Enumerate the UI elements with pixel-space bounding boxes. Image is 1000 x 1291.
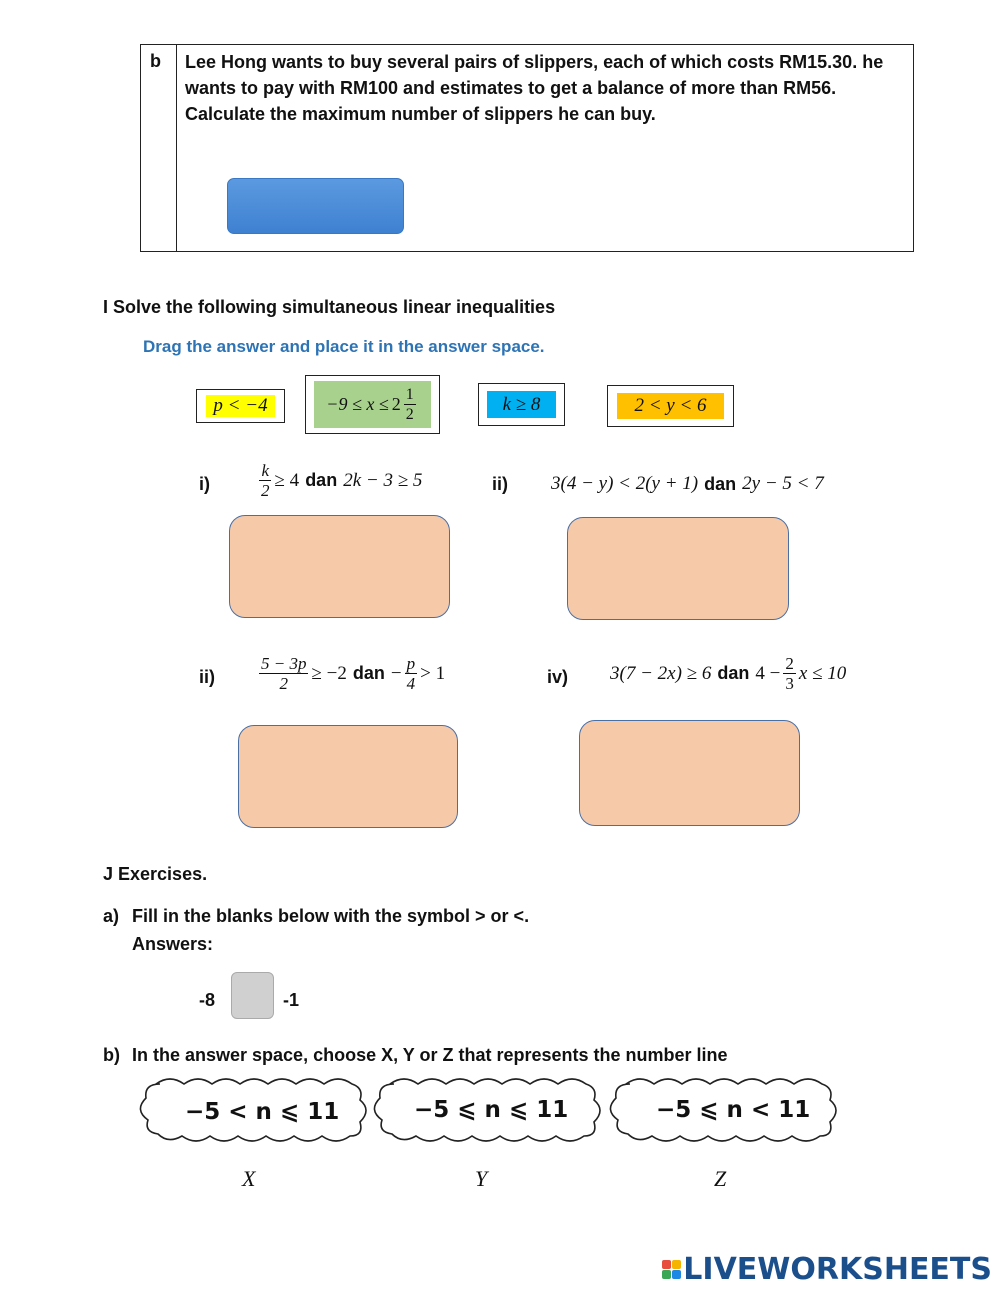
q4-part2-rest: x ≤ 10 bbox=[798, 662, 847, 684]
question-i-expression bbox=[256, 461, 422, 500]
answer-box-i[interactable] bbox=[229, 515, 450, 618]
q1-frac-den: 2 bbox=[261, 481, 270, 500]
label-z: Z bbox=[714, 1166, 727, 1191]
q4-dan: dan bbox=[717, 663, 750, 683]
q3-frac-num: 5 − 3p bbox=[261, 654, 307, 673]
label-x: X bbox=[242, 1166, 256, 1191]
q3-part2-rest: > 1 bbox=[420, 662, 446, 684]
section-j-heading: J Exercises. bbox=[103, 864, 208, 884]
question-iii-label: ii) bbox=[199, 667, 215, 687]
q4-frac-den: 3 bbox=[785, 674, 794, 693]
chip-x-whole: 2 bbox=[391, 394, 401, 414]
question-b-text: Lee Hong wants to buy several pairs of slippers, each of which costs RM15.30. he wants to pay with RM100 and estimates to get a balance of more than RM56. Calculate the maximum number of slippers he can buy. bbox=[185, 52, 884, 124]
part-a-label: a) bbox=[103, 906, 120, 926]
question-b-answer-input[interactable] bbox=[227, 178, 404, 234]
q4-part2-pre: 4 − bbox=[755, 662, 781, 684]
part-b-label: b) bbox=[103, 1045, 120, 1065]
table-divider bbox=[176, 45, 177, 251]
answer-box-ii[interactable] bbox=[567, 517, 789, 620]
question-ii-label: ii) bbox=[492, 474, 508, 494]
symbol-answer-input[interactable] bbox=[231, 972, 274, 1019]
q2-part2: 2y − 5 < 7 bbox=[742, 473, 824, 494]
question-iii-expression bbox=[256, 654, 445, 693]
logo-blocks-icon bbox=[662, 1260, 681, 1279]
section-i-heading: I Solve the following simultaneous linear inequalities bbox=[103, 297, 556, 317]
answer-chip-x[interactable] bbox=[305, 375, 440, 434]
answer-box-iii[interactable] bbox=[238, 725, 458, 828]
right-value: -1 bbox=[283, 990, 300, 1010]
q4-frac-num: 2 bbox=[785, 654, 794, 673]
answer-chip-p[interactable] bbox=[196, 389, 285, 423]
chip-x-num: 1 bbox=[405, 386, 414, 403]
chip-p-label: p < −4 bbox=[206, 395, 275, 417]
question-letter: b bbox=[150, 51, 161, 71]
q1-dan: dan bbox=[305, 470, 338, 490]
q1-part1-rest: ≥ 4 bbox=[274, 469, 300, 491]
logo-text: LIVEWORKSHEETS bbox=[683, 1252, 992, 1287]
answer-box-iv[interactable] bbox=[579, 720, 800, 826]
q3-part2-pre: − bbox=[390, 662, 402, 684]
answer-chip-k[interactable] bbox=[478, 383, 565, 426]
q2-part1: 3(4 − y) < 2(y + 1) bbox=[551, 473, 699, 494]
cloud-z-text: −5 ⩽ n < 11 bbox=[656, 1097, 811, 1123]
chip-x-expression: −9 ≤ x ≤ 2 $\frac{1}{2}$ bbox=[314, 381, 431, 428]
left-value: -8 bbox=[199, 990, 216, 1010]
answers-label: Answers: bbox=[132, 934, 214, 954]
chip-x-den: 2 bbox=[405, 406, 414, 423]
q2-dan: dan bbox=[704, 473, 737, 494]
chip-k-label: k ≥ 8 bbox=[487, 391, 556, 418]
liveworksheets-logo bbox=[662, 1252, 992, 1287]
answer-chip-y[interactable] bbox=[607, 385, 734, 427]
q4-part1: 3(7 − 2x) ≥ 6 bbox=[610, 662, 712, 684]
q3-dan: dan bbox=[352, 663, 385, 683]
label-y: Y bbox=[475, 1166, 488, 1191]
question-iv-expression bbox=[610, 654, 846, 693]
q3-frac-den: 2 bbox=[279, 674, 288, 693]
question-iv-label: iv) bbox=[547, 667, 569, 687]
part-a-text: Fill in the blanks below with the symbol > or <. bbox=[132, 906, 530, 926]
q1-frac-num: k bbox=[261, 461, 270, 480]
cloud-x-text: −5 < n ⩽ 11 bbox=[185, 1099, 340, 1125]
q3-frac2-den: 4 bbox=[406, 674, 416, 693]
drag-instruction: Drag the answer and place it in the answer space. bbox=[143, 337, 545, 356]
question-ii-expression bbox=[551, 473, 824, 495]
part-b-text: In the answer space, choose X, Y or Z that represents the number line bbox=[132, 1045, 728, 1065]
q3-part1-rest: ≥ −2 bbox=[311, 662, 347, 684]
q3-frac2-num: p bbox=[406, 654, 416, 673]
chip-y-label: 2 < y < 6 bbox=[617, 393, 724, 419]
q1-part2: 2k − 3 ≥ 5 bbox=[343, 469, 423, 491]
question-i-label: i) bbox=[199, 474, 210, 494]
cloud-y-text: −5 ⩽ n ⩽ 11 bbox=[414, 1097, 569, 1123]
